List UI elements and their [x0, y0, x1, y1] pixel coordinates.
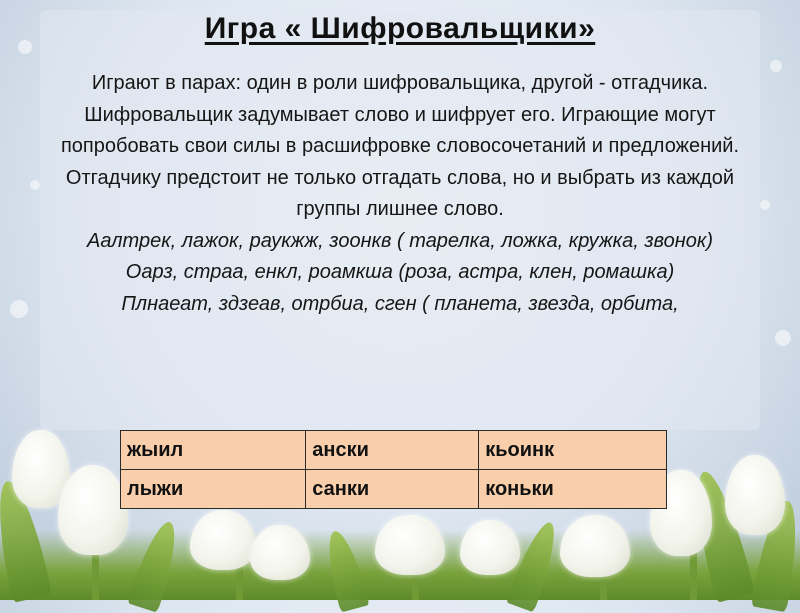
table-cell: кьоинк	[479, 431, 667, 470]
slide-title: Игра « Шифровальщики»	[204, 12, 596, 45]
table-cell: ански	[306, 431, 479, 470]
table-row-encoded	[121, 431, 667, 470]
tulip-flower	[725, 455, 785, 535]
paragraph-encryption: Шифровальщик задумывает слово и шифрует его. Играющие могут попробовать свои силы в расшифровке словосочетаний и предложений.	[60, 103, 740, 157]
tulip-flower	[190, 510, 256, 570]
table-cell: коньки	[479, 470, 667, 509]
example-1: Аалтрек, лажок, раукжж, зоонкв ( тарелка, ложка, кружка, звонок)	[87, 229, 713, 252]
cipher-table	[120, 430, 667, 509]
example-2: Оарз, страа, енкл, роамкша (роза, астра, клен, ромашка)	[125, 261, 675, 283]
bokeh-decoration	[770, 60, 782, 72]
slide-body	[38, 68, 762, 320]
tulip-flower	[460, 520, 520, 575]
tulip-flower	[375, 515, 445, 575]
tulip-flower	[560, 515, 630, 577]
tulip-flower	[58, 465, 128, 555]
paragraph-guesser: Отгадчику предстоит не только отгадать слова, но и выбрать из каждой группы лишнее слово.	[65, 166, 735, 220]
example-3: Плнаеат, здзеав, отрбиа, сген ( планета, звезда, орбита,	[121, 292, 679, 315]
table-cell: лыжи	[121, 470, 306, 509]
paragraph-rules: Играют в парах: один в роли шифровальщика, другой - отгадчика.	[91, 72, 709, 94]
table-cell: санки	[306, 470, 479, 509]
tulip-flower	[250, 525, 310, 580]
bokeh-decoration	[10, 300, 28, 318]
bokeh-decoration	[775, 330, 791, 346]
table-cell: жыил	[121, 431, 306, 470]
table-row-decoded	[121, 470, 667, 509]
